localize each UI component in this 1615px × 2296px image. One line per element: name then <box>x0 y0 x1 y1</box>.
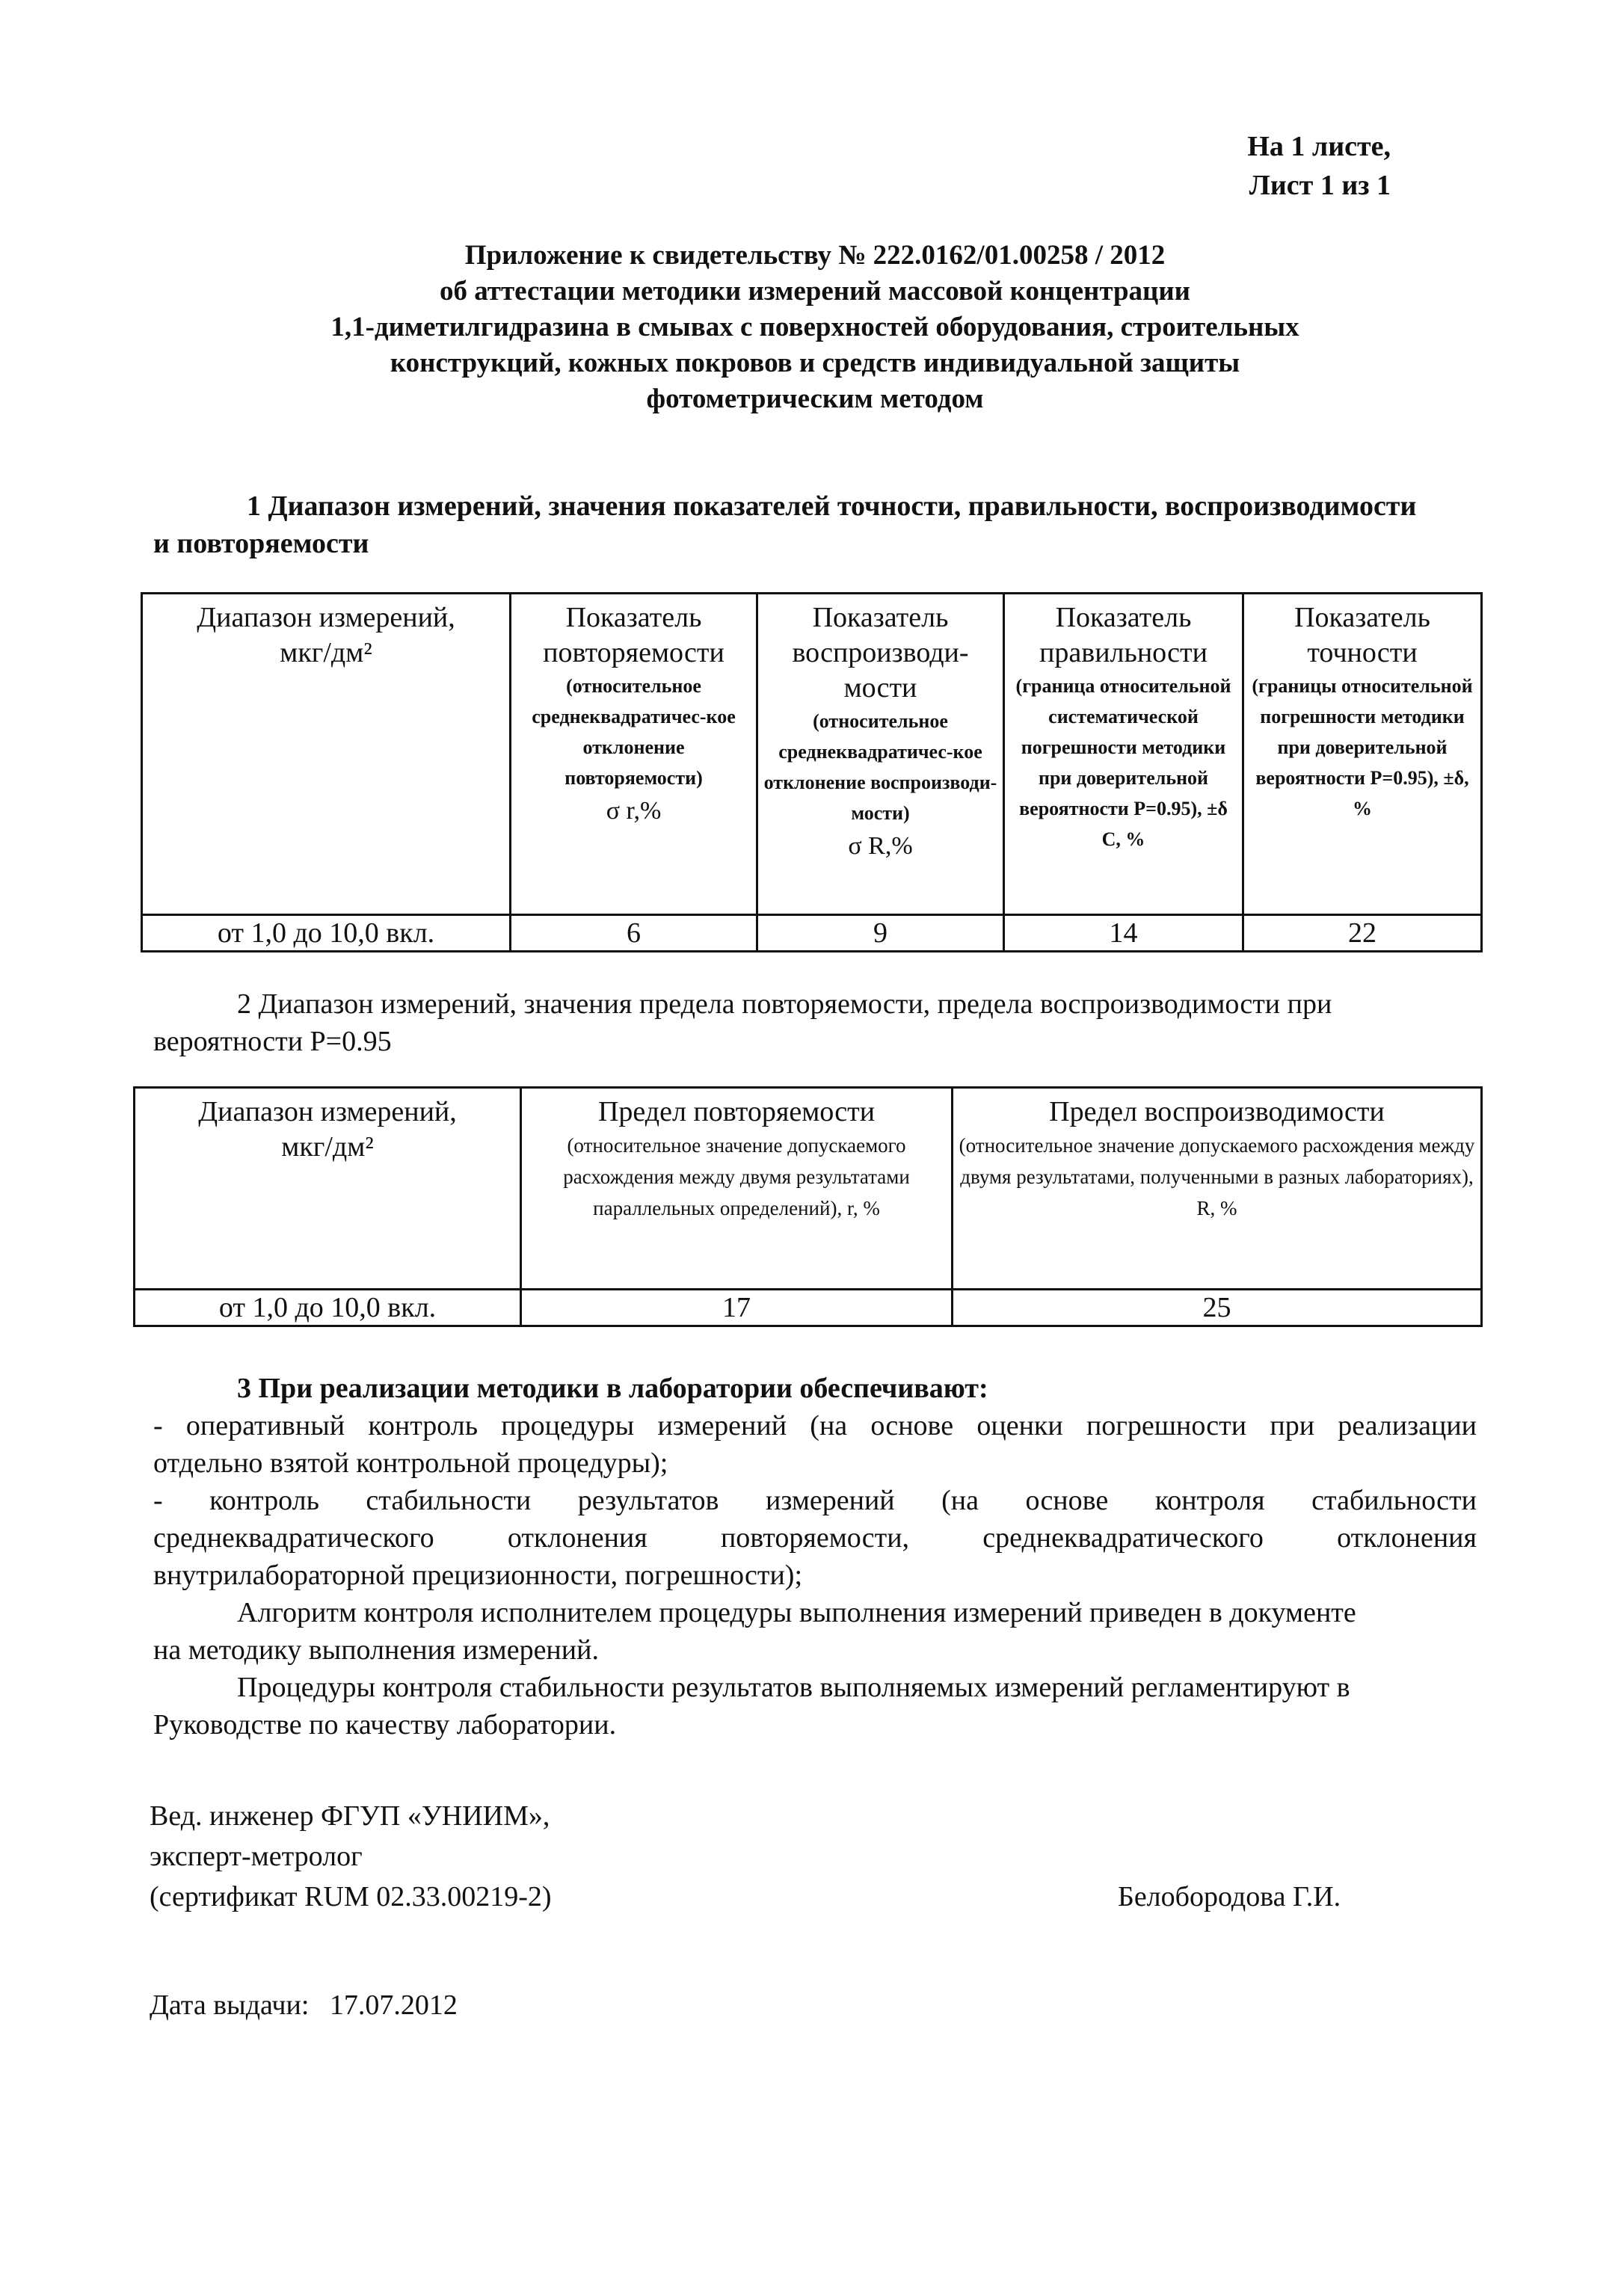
reproducibility-limit-label: Предел воспроизводимости <box>1049 1096 1385 1127</box>
section2-heading <box>153 985 1469 1060</box>
repeatability-limit-value: 17 <box>521 1290 953 1326</box>
range-header <box>135 1088 521 1290</box>
range-header-unit: мкг/дм² <box>281 1131 374 1163</box>
title-line-3: 1,1-диметилгидразина в смывах с поверхностей оборудования, строительных <box>330 312 1299 342</box>
accuracy-table <box>141 592 1483 952</box>
bullet1-line2: отдельно взятой контрольной процедуры); <box>153 1447 668 1479</box>
repeatability-header-symbol: σ r,% <box>606 797 662 825</box>
accuracy-header-desc: (границы относительной погрешности методики при доверительной вероятности Р=0.95), ±δ, % <box>1252 675 1473 819</box>
repeatability-header <box>511 594 757 915</box>
title-line-2: об аттестации методики измерений массовой концентрации <box>440 276 1190 307</box>
reproducibility-header <box>757 594 1004 915</box>
bullet2-line2: среднеквадратического отклонения повторяемости, среднеквадратического отклонения <box>153 1522 1477 1554</box>
trueness-header-desc: (граница относительной систематической погрешности методики при доверительной вероятности Р=0.95), ±δ C, % <box>1015 675 1231 850</box>
repeatability-limit-desc: (относительное значение допускаемого расхождения между двумя результатами параллельных определений), r, % <box>563 1134 910 1219</box>
range-header <box>142 594 511 915</box>
para2-line2: Руководстве по качеству лаборатории. <box>153 1709 617 1741</box>
section3-heading: 3 При реализации методики в лаборатории обеспечивают: <box>237 1373 988 1404</box>
table-row <box>135 1290 1482 1326</box>
reproducibility-value: 9 <box>757 915 1004 952</box>
repeatability-limit-label: Предел повторяемости <box>597 1096 876 1127</box>
trueness-value: 14 <box>1004 915 1243 952</box>
reproducibility-header-label: Показатель воспроизводи-мости <box>792 602 969 704</box>
section2-heading-line1: 2 Диапазон измерений, значения предела повторяемости, предела воспроизводимости при <box>237 988 1332 1020</box>
bullet2-line1: - контроль стабильности результатов измерений (на основе контроля стабильности <box>153 1485 1477 1516</box>
sheet-number: Лист 1 из 1 <box>1249 170 1391 201</box>
bullet1-line1: - оперативный контроль процедуры измерений (на основе оценки погрешности при реализации <box>153 1410 1477 1441</box>
section3 <box>153 1370 1477 1743</box>
issue-date-line <box>150 1985 458 2025</box>
reproducibility-limit-desc: (относительное значение допускаемого расхождения между двумя результатами, полученными в разных лабораториях), R, % <box>959 1134 1475 1219</box>
reproducibility-limit-value: 25 <box>953 1290 1482 1326</box>
repeatability-header-desc: (относительное среднеквадратичес-кое отклонение повторяемости) <box>532 675 736 789</box>
signatory-block <box>150 1796 552 1917</box>
limits-table <box>133 1086 1483 1327</box>
accuracy-table-header <box>142 594 1482 915</box>
accuracy-value: 22 <box>1243 915 1482 952</box>
section2-heading-line2: вероятности Р=0.95 <box>153 1026 392 1057</box>
accuracy-header <box>1243 594 1482 915</box>
section1-heading-line1: 1 Диапазон измерений, значения показателей точности, правильности, воспроизводимости <box>247 490 1417 522</box>
trueness-header <box>1004 594 1243 915</box>
trueness-header-label: Показатель правильности <box>1039 602 1208 668</box>
signatory-certificate: (сертификат RUM 02.33.00219-2) <box>150 1881 552 1912</box>
section1-heading-line2: и повторяемости <box>153 528 369 559</box>
sheet-info <box>1247 127 1391 205</box>
para2-line1: Процедуры контроля стабильности результатов выполняемых измерений регламентируют в <box>237 1672 1350 1703</box>
range-cell: от 1,0 до 10,0 вкл. <box>142 915 511 952</box>
range-header-label: Диапазон измерений, <box>198 1096 457 1127</box>
document-title <box>150 238 1480 417</box>
issue-date-value: 17.07.2012 <box>329 1989 458 2021</box>
para1-line2: на методику выполнения измерений. <box>153 1634 599 1666</box>
section1-heading <box>153 487 1469 562</box>
signatory-name: Белобородова Г.И. <box>1118 1881 1341 1912</box>
reproducibility-limit-header <box>953 1088 1482 1290</box>
bullet2-line3: внутрилабораторной прецизионности, погрешности); <box>153 1560 803 1591</box>
para1-line1: Алгоритм контроля исполнителем процедуры выполнения измерений приведен в документе <box>237 1597 1356 1628</box>
title-line-5: фотометрическим методом <box>646 384 984 414</box>
range-header-label: Диапазон измерений, <box>197 602 455 633</box>
repeatability-header-label: Показатель повторяемости <box>543 602 725 668</box>
signatory-position-line1: Вед. инженер ФГУП «УНИИМ», <box>150 1800 550 1832</box>
signatory-position-line2: эксперт-метролог <box>150 1841 363 1872</box>
repeatability-limit-header <box>521 1088 953 1290</box>
limits-table-header <box>135 1088 1482 1290</box>
sheet-count: На 1 листе, <box>1247 131 1391 162</box>
repeatability-value: 6 <box>511 915 757 952</box>
table-row <box>142 915 1482 952</box>
title-line-1: Приложение к свидетельству № 222.0162/01.00258 / 2012 <box>464 240 1166 271</box>
reproducibility-header-symbol: σ R,% <box>848 832 913 860</box>
range-cell: от 1,0 до 10,0 вкл. <box>135 1290 521 1326</box>
accuracy-header-label: Показатель точности <box>1294 602 1430 668</box>
issue-date-label: Дата выдачи: <box>150 1989 310 2021</box>
reproducibility-header-desc: (относительное среднеквадратичес-кое отклонение воспроизводи-мости) <box>763 710 997 824</box>
range-header-unit: мкг/дм² <box>280 637 372 668</box>
title-line-4: конструкций, кожных покровов и средств индивидуальной защиты <box>390 348 1240 378</box>
